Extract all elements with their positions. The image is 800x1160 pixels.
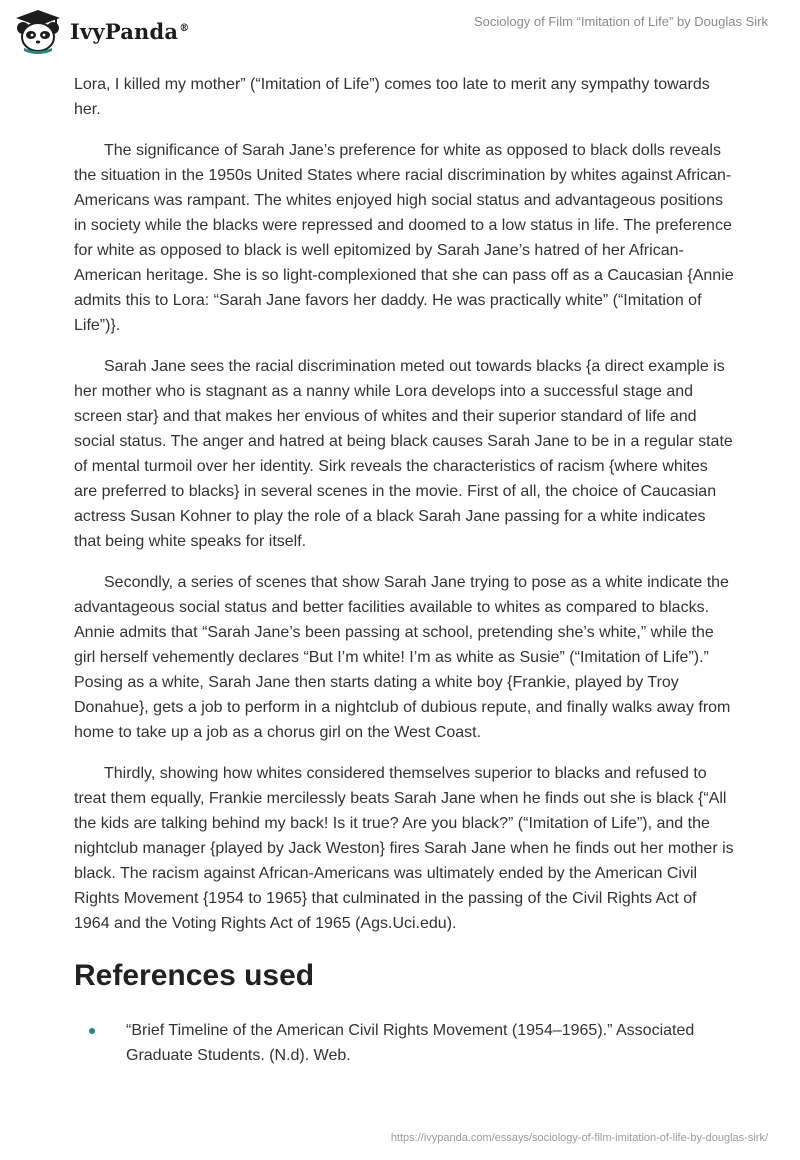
paragraph: The significance of Sarah Jane’s preference for white as opposed to black dolls reveals the situation in the 1950s United States where racial discrimination by whites against African-Americans was rampant. The whites enjoyed high social status and advantageous positions in society while the blacks were repressed and doomed to a low status in life. The preference for white as opposed to black is well epitomized by Sarah Jane’s hatred of her African-American heritage. She is so light-complexioned that she can pass off as a Caucasian {Annie admits this to Lora: “Sarah Jane favors her daddy. He was practically white” (“Imitation of Life”)}. [74, 142, 734, 334]
ivypanda-logo[interactable] [12, 8, 189, 54]
brand-name: IvyPanda® [70, 18, 190, 44]
bullet-icon [89, 1028, 95, 1034]
paragraph: Secondly, a series of scenes that show Sarah Jane trying to pose as a white indicate the advantageous social status and better facilities available to whites as compared to blacks. Annie admits that “Sarah Jane’s been passing at school, pretending she’s white,” while the girl herself vehemently declares “But I’m white! I’m as white as Susie” (“Imitation of Life”).” Posing as a white, Sarah Jane then starts dating a white boy {Frankie, played by Troy Donahue}, gets a job to perform in a nightclub of dubious repute, and finally walks away from home to take up a job as a chorus girl on the West Coast. [74, 574, 731, 741]
references-list [74, 1018, 734, 1068]
essay-content [74, 72, 734, 1068]
reference-item [74, 1018, 734, 1068]
references-heading: References used [74, 959, 315, 992]
panda-graduate-icon [12, 8, 64, 54]
paragraph: Sarah Jane sees the racial discrimination meted out towards blacks {a direct example is her mother who is stagnant as a nanny while Lora develops into a successful stage and screen star} and that makes her envious of whites and their superior standard of life and social status. The anger and hatred at being black causes Sarah Jane to be in a regular state of mental turmoil over her identity. Sirk reveals the characteristics of racism {where whites are preferred to blacks} in several scenes in the movie. First of all, the choice of Caucasian actress Susan Kohner to play the role of a black Sarah Jane passing for a white indicates that being white speaks for itself. [74, 358, 733, 550]
source-url-link[interactable]: https://ivypanda.com/essays/sociology-of-film-imitation-of-life-by-douglas-sirk/ [390, 1132, 768, 1144]
registered-mark: ® [179, 22, 190, 34]
reference-text: “Brief Timeline of the American Civil Rights Movement (1954–1965).” Associated Graduate Students. (N.d). Web. [126, 1022, 695, 1064]
running-title: Sociology of Film “Imitation of Life” by Douglas Sirk [473, 14, 768, 29]
paragraph: Thirdly, showing how whites considered themselves superior to blacks and refused to treat them equally, Frankie mercilessly beats Sarah Jane when he finds out she is black {“All the kids are talking behind my back! Is it true? Are you black?” (“Imitation of Life”), and the nightclub manager {played by Jack Weston} fires Sarah Jane when he finds out her mother is black. The racism against African-Americans was ultimately ended by the American Civil Rights Movement {1954 to 1965} that culminated in the passing of the Civil Rights Act of 1964 and the Voting Rights Act of 1965 (Ags.Uci.edu). [74, 765, 734, 932]
paragraph-continued: Lora, I killed my mother” (“Imitation of Life”) comes too late to merit any sympathy towards her. [74, 76, 710, 118]
page-header [0, 0, 800, 70]
